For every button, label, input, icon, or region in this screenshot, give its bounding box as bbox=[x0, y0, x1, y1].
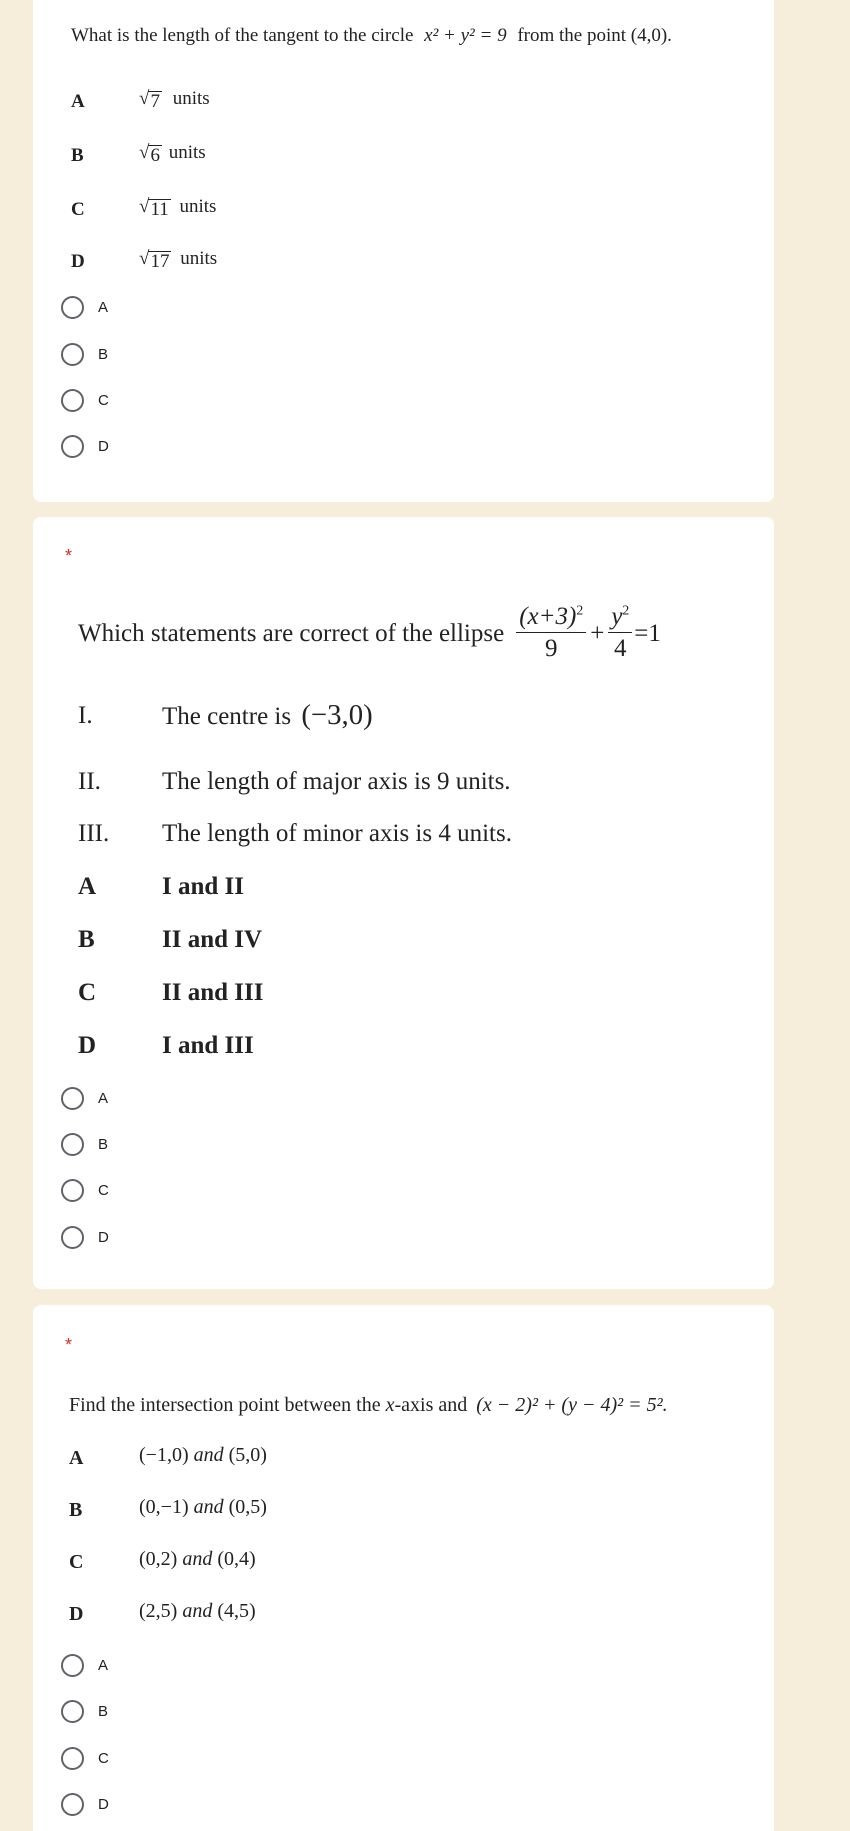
option-value-c: √ 11 units bbox=[139, 196, 217, 220]
option-value-a: (−1,0) and (5,0) bbox=[139, 1444, 267, 1466]
radio-choice-a[interactable] bbox=[61, 1652, 108, 1678]
option-letter-b: B bbox=[69, 1499, 83, 1521]
radio-label: D bbox=[98, 1228, 109, 1246]
radio-choice-b[interactable] bbox=[61, 1698, 108, 1724]
radio-button[interactable] bbox=[61, 389, 84, 412]
radio-button[interactable] bbox=[61, 343, 84, 366]
radio-button[interactable] bbox=[61, 1654, 84, 1677]
radio-button[interactable] bbox=[61, 1179, 84, 1202]
option-letter-b: B bbox=[71, 145, 84, 166]
radio-button[interactable] bbox=[61, 296, 84, 319]
circle-equation: (x − 2)² + (y − 4)² = 5². bbox=[476, 1394, 668, 1416]
option-value-b: (0,−1) and (0,5) bbox=[139, 1496, 267, 1518]
prompt-text: Which statements are correct of the ellipse bbox=[78, 619, 505, 647]
fraction-1: $\frac{(x+3)^2}{9}$ bbox=[516, 603, 586, 664]
option-value-a: √ 7 units bbox=[139, 88, 210, 112]
option-value-d: (2,5) and (4,5) bbox=[139, 1600, 256, 1622]
prompt-text: Find the intersection point between the bbox=[69, 1394, 381, 1416]
radio-button[interactable] bbox=[61, 1087, 84, 1110]
option-letter-d: D bbox=[69, 1603, 84, 1625]
radio-label: C bbox=[98, 1181, 109, 1199]
radio-label: B bbox=[98, 1702, 109, 1720]
option-value-c: (0,2) and (0,4) bbox=[139, 1548, 256, 1570]
radio-label: A bbox=[98, 298, 109, 316]
radio-label: A bbox=[98, 1656, 109, 1674]
radio-label: D bbox=[98, 1795, 109, 1813]
statement-2: The length of major axis is 9 units. bbox=[162, 768, 511, 795]
statement-1: The centre is (−3,0) bbox=[162, 699, 373, 731]
option-letter-a: A bbox=[71, 91, 85, 112]
radio-label: B bbox=[98, 1135, 109, 1153]
question-1-prompt bbox=[71, 25, 672, 47]
radio-choice-a[interactable] bbox=[61, 1085, 108, 1111]
radio-choice-a[interactable] bbox=[61, 294, 108, 320]
option-text-d: I and III bbox=[162, 1032, 254, 1059]
option-letter-a: A bbox=[69, 1447, 84, 1469]
statement-roman-1: I. bbox=[78, 702, 93, 729]
prompt-text: What is the length of the tangent to the circle bbox=[71, 25, 414, 46]
question-card-2 bbox=[33, 517, 774, 1289]
question-2-prompt bbox=[78, 603, 661, 664]
question-card-3 bbox=[33, 1305, 774, 1831]
radio-label: B bbox=[98, 345, 109, 363]
option-value-b: √ 6 units bbox=[139, 142, 206, 166]
radio-choice-d[interactable] bbox=[61, 1791, 109, 1817]
radio-button[interactable] bbox=[61, 1133, 84, 1156]
option-letter-c: C bbox=[69, 1551, 84, 1573]
option-letter-c: C bbox=[78, 979, 97, 1006]
radio-label: C bbox=[98, 1749, 109, 1767]
radio-button[interactable] bbox=[61, 1700, 84, 1723]
option-text-a: I and II bbox=[162, 873, 244, 900]
option-value-d: √ 17 units bbox=[139, 248, 218, 272]
option-letter-a: A bbox=[78, 873, 97, 900]
fraction-2: $\frac{y^2}{4}$ bbox=[608, 603, 632, 664]
radio-label: D bbox=[98, 437, 109, 455]
radio-choice-d[interactable] bbox=[61, 433, 109, 459]
ellipse-equation: $\frac{(x+3)^2}{9}$ + $\frac{y^2}{4}$ =1 bbox=[514, 603, 661, 664]
statement-roman-3: III. bbox=[78, 820, 110, 847]
option-letter-b: B bbox=[78, 926, 95, 953]
radio-choice-b[interactable] bbox=[61, 341, 108, 367]
point-value: (4,0). bbox=[630, 25, 672, 46]
question-card-1 bbox=[33, 0, 774, 502]
statement-3: The length of minor axis is 4 units. bbox=[162, 820, 512, 847]
statement-roman-2: II. bbox=[78, 768, 101, 795]
option-letter-d: D bbox=[78, 1032, 97, 1059]
required-asterisk: * bbox=[65, 546, 73, 566]
radio-label: C bbox=[98, 391, 109, 409]
option-letter-c: C bbox=[71, 199, 85, 220]
option-letter-d: D bbox=[71, 251, 85, 272]
radio-label: A bbox=[98, 1089, 109, 1107]
radio-choice-c[interactable] bbox=[61, 1745, 109, 1771]
option-text-c: II and III bbox=[162, 979, 264, 1006]
radio-choice-c[interactable] bbox=[61, 387, 109, 413]
question-3-prompt: Find the intersection point between the x-axis and (x − 2)² + (y − 4)² = 5². bbox=[69, 1394, 668, 1416]
radio-button[interactable] bbox=[61, 1793, 84, 1816]
prompt-text-after: from the point bbox=[517, 25, 627, 46]
radio-choice-c[interactable] bbox=[61, 1177, 109, 1203]
required-asterisk: * bbox=[65, 1335, 73, 1355]
radio-button[interactable] bbox=[61, 435, 84, 458]
radio-button[interactable] bbox=[61, 1226, 84, 1249]
radio-choice-d[interactable] bbox=[61, 1224, 109, 1250]
option-text-b: II and IV bbox=[162, 926, 263, 953]
circle-equation: x² + y² = 9 bbox=[424, 25, 507, 46]
radio-choice-b[interactable] bbox=[61, 1131, 108, 1157]
radio-button[interactable] bbox=[61, 1747, 84, 1770]
